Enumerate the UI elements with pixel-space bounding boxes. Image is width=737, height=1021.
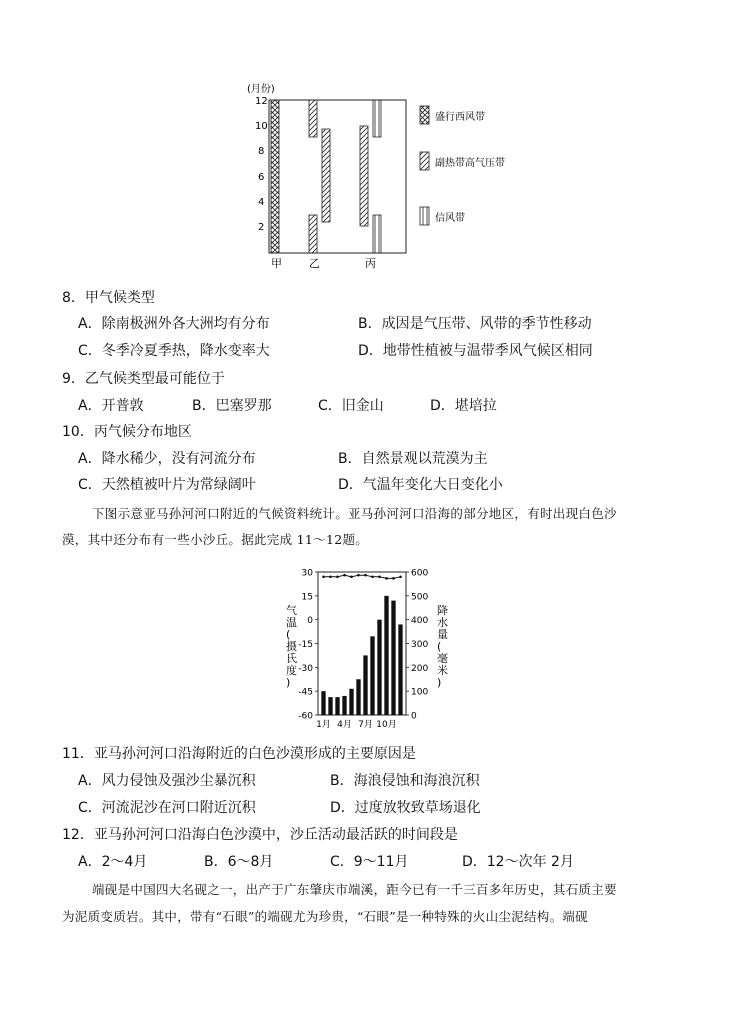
right-tick-label: 600 <box>411 568 429 579</box>
bar-yi-high-top <box>309 100 317 137</box>
right-tick-label: 200 <box>411 663 429 674</box>
precipitation-bar <box>328 697 332 715</box>
q12-option-b: B．6～8月 <box>204 854 274 870</box>
precipitation-bar <box>391 601 395 715</box>
precipitation-bar <box>335 697 339 715</box>
left-axis-label <box>286 603 297 689</box>
right-axis-label <box>437 603 448 689</box>
precipitation-bar <box>342 696 346 715</box>
legend-label: 盛行西风带 <box>435 112 485 123</box>
right-axis-label-text-char: 毫 <box>437 652 448 665</box>
y-tick: 8 <box>258 146 265 157</box>
left-axis-label-text-char: 氏 <box>286 652 297 665</box>
q11-option-b: B．海浪侵蚀和海浪沉积 <box>330 773 480 789</box>
q12-option-d: D．12～次年 2月 <box>462 854 574 870</box>
left-tick-label: 15 <box>301 592 313 603</box>
right-tick-label: 0 <box>411 711 417 722</box>
q8-option-c: C．冬季冷夏季热，降水变率大 <box>78 343 270 359</box>
right-axis-label-text-char: ) <box>437 676 442 689</box>
precipitation-bar <box>356 679 360 715</box>
bar-jia-westerlies <box>271 100 279 253</box>
q8-option-b: B．成因是气压带、风带的季节性移动 <box>358 316 592 332</box>
precipitation-bar <box>377 620 381 715</box>
temperature-line <box>324 575 401 578</box>
y-unit-label: (月份) <box>247 84 275 95</box>
left-tick-label: 30 <box>301 568 313 579</box>
right-tick-label: 100 <box>411 687 429 698</box>
x-tick-label: 1月 <box>316 720 331 730</box>
precipitation-bar <box>321 691 325 715</box>
q10-option-c: C．天然植被叶片为常绿阔叶 <box>78 477 256 493</box>
left-axis-label-text-char: ) <box>286 676 291 689</box>
right-axis-label-text-char: 降 <box>437 604 448 617</box>
left-axis-label-text <box>286 603 297 689</box>
legend-swatch-westerlies <box>420 106 429 124</box>
legend-swatch-trade <box>420 207 429 225</box>
q10-option-b: B．自然景观以荒漠为主 <box>338 451 488 467</box>
legend-label: 信风带 <box>435 213 465 224</box>
left-tick-label: 0 <box>307 616 313 627</box>
x-tick-label: 10月 <box>376 720 397 730</box>
q8-option-d: D．地带性植被与温带季风气候区相同 <box>358 343 593 359</box>
q12-option-c: C．9～11月 <box>330 854 409 870</box>
x-tick-label: 4月 <box>337 720 352 730</box>
q9-stem: 9．乙气候类型最可能位于 <box>62 371 225 387</box>
left-axis-label-text-char: 度 <box>286 664 297 677</box>
q8-option-a: A．除南极洲外各大洲均有分布 <box>78 316 270 332</box>
y-tick: 4 <box>258 197 265 208</box>
legend-label: 副热带高气压带 <box>435 158 505 169</box>
legend-swatch-high <box>420 152 429 170</box>
left-axis-label-text-char: 温 <box>286 616 297 629</box>
intro-paragraph-line: 漠，其中还分布有一些小沙丘。据此完成 11～12题。 <box>62 532 369 547</box>
y-tick: 10 <box>255 121 268 132</box>
amazon-climate-chart <box>280 562 455 734</box>
left-axis-label-text-char: 气 <box>286 604 297 617</box>
q8-stem: 8．甲气候类型 <box>62 290 155 306</box>
climate-belt-figure <box>245 80 515 270</box>
q9-option-d: D．堪培拉 <box>430 398 497 414</box>
q11-option-c: C．河流泥沙在河口附近沉积 <box>78 800 256 816</box>
left-axis-label-text-char: ( <box>286 628 291 641</box>
intro-paragraph-line: 端砚是中国四大名砚之一，出产于广东肇庆市端溪，距今已有一千三百多年历史，其石质主要 <box>92 882 617 897</box>
plot-frame <box>269 100 406 253</box>
right-axis-label-text-char: 米 <box>437 664 448 677</box>
left-tick-label: -45 <box>298 687 313 698</box>
precipitation-bar <box>349 689 353 715</box>
q10-stem: 10．丙气候分布地区 <box>62 424 192 440</box>
q9-option-c: C．旧金山 <box>318 398 384 414</box>
precipitation-bar <box>370 636 374 715</box>
q12-stem: 12．亚马孙河河口沿海白色沙漠中，沙丘活动最活跃的时间段是 <box>62 827 458 843</box>
left-tick-label: -30 <box>298 663 313 674</box>
q10-option-d: D．气温年变化大日变化小 <box>338 477 503 493</box>
bar-bing-trade-bottom <box>373 215 381 253</box>
precipitation-bar <box>398 624 402 715</box>
left-tick-label: -60 <box>298 711 313 722</box>
x-label-yi: 乙 <box>309 257 320 270</box>
x-label-jia: 甲 <box>271 257 282 270</box>
y-tick: 2 <box>258 222 265 233</box>
precipitation-bar <box>384 596 388 715</box>
right-tick-label: 400 <box>411 616 429 627</box>
right-axis-label-text-char: 量 <box>437 628 448 641</box>
q11-stem: 11．亚马孙河河口沿海附近的白色沙漠形成的主要原因是 <box>62 746 416 762</box>
bar-yi-high-mid <box>322 129 330 222</box>
left-axis-label-text-char: 摄 <box>286 640 297 653</box>
q11-option-d: D．过度放牧致草场退化 <box>330 800 481 816</box>
q9-option-a: A．开普敦 <box>78 398 144 414</box>
y-tick: 6 <box>258 172 265 183</box>
right-axis-label-text-char: ( <box>437 640 442 653</box>
y-tick: 12 <box>255 96 268 107</box>
right-axis-label-text-char: 水 <box>437 616 448 629</box>
q10-option-a: A．降水稀少，没有河流分布 <box>78 451 256 467</box>
bar-yi-high-bottom <box>309 215 317 253</box>
precipitation-bar <box>363 655 367 715</box>
intro-paragraph-line: 为泥质变质岩。其中，带有“石眼”的端砚尤为珍贵，“石眼”是一种特殊的火山尘泥结构。端砚 <box>62 909 588 924</box>
right-tick-label: 500 <box>411 592 429 603</box>
x-tick-label: 7月 <box>358 720 373 730</box>
q11-option-a: A．风力侵蚀及强沙尘暴沉积 <box>78 773 256 789</box>
x-label-bing: 丙 <box>365 257 376 270</box>
right-axis-label-text <box>437 603 448 689</box>
intro-paragraph-line: 下图示意亚马孙河河口附近的气候资料统计。亚马孙河河口沿海的部分地区，有时出现白色沙 <box>92 506 617 521</box>
q12-option-a: A．2～4月 <box>78 854 148 870</box>
left-tick-label: -15 <box>298 640 313 650</box>
right-tick-label: 300 <box>411 640 429 650</box>
q9-option-b: B．巴塞罗那 <box>192 398 272 414</box>
bar-bing-trade-top <box>373 100 381 137</box>
bar-bing-high <box>360 126 368 226</box>
